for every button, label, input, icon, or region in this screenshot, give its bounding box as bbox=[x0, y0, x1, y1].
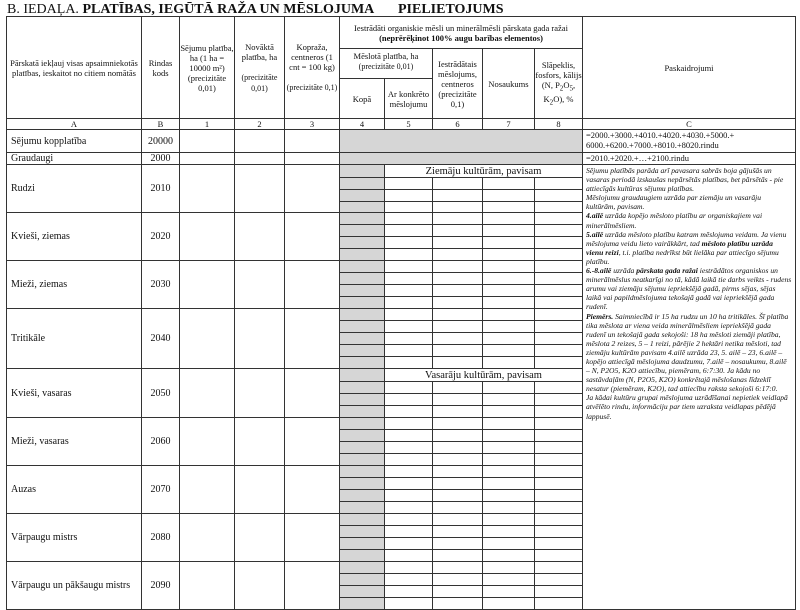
instr-p3b: uzrāda kopējo mēsloto platību ar organiskajiem vai minerālmēsliem. bbox=[586, 211, 763, 230]
input-cell[interactable] bbox=[535, 213, 583, 225]
input-cell[interactable] bbox=[285, 369, 340, 418]
row-name: Sējumu kopplatība bbox=[7, 130, 142, 153]
input-cell[interactable] bbox=[433, 249, 483, 261]
input-cell[interactable] bbox=[535, 345, 583, 357]
input-cell[interactable] bbox=[535, 237, 583, 249]
input-cell[interactable] bbox=[235, 261, 285, 309]
input-cell[interactable] bbox=[433, 562, 483, 574]
input-cell[interactable] bbox=[180, 562, 235, 610]
crop-name: Mieži, ziemas bbox=[7, 261, 142, 309]
input-cell[interactable] bbox=[285, 309, 340, 369]
input-cell[interactable] bbox=[483, 466, 535, 478]
input-cell[interactable] bbox=[535, 321, 583, 333]
input-cell[interactable] bbox=[385, 394, 433, 406]
crop-code: 2040 bbox=[142, 309, 180, 369]
input-cell[interactable] bbox=[535, 357, 583, 369]
input-cell[interactable] bbox=[385, 502, 433, 514]
input-cell[interactable] bbox=[385, 249, 433, 261]
instr-p7: Ja kādai kultūru grupai mēslojuma uzrādīšanai nepietiek veidlapā atvēlēto rindu, informāciju par tiem uzraksta veidlapas pēdējā lappusē. bbox=[586, 393, 788, 421]
input-cell[interactable] bbox=[285, 153, 340, 165]
instr-p5a: 6.-8.ailē bbox=[586, 266, 612, 276]
input-cell[interactable] bbox=[385, 514, 433, 526]
header-total-harvest bbox=[285, 17, 340, 119]
input-cell[interactable] bbox=[285, 514, 340, 562]
input-cell[interactable] bbox=[235, 514, 285, 562]
section-title: PLATĪBAS, IEGŪTĀ RAŽA UN MĒSLOJUMA bbox=[82, 2, 375, 17]
instr-p6a: Piemērs. bbox=[586, 311, 614, 321]
input-cell[interactable] bbox=[483, 550, 535, 562]
header-fert-area-label: Mēslotā platība, ha bbox=[353, 51, 419, 61]
col-index: 1 bbox=[180, 119, 235, 130]
input-cell[interactable] bbox=[235, 466, 285, 514]
header-sown-area: Sējumu platība, ha (1 ha = 10000 m²) (precizitāte 0,01) bbox=[180, 17, 235, 119]
table-row bbox=[7, 130, 796, 153]
col-index: 4 bbox=[340, 119, 385, 130]
shaded-cell bbox=[340, 526, 385, 538]
input-cell[interactable] bbox=[385, 309, 433, 321]
input-cell[interactable] bbox=[535, 562, 583, 574]
instr-p4d: , t.i. platība nedrīkst būt lielāka par attiecīgo sējumu platību. bbox=[586, 247, 779, 266]
crop-code: 2080 bbox=[142, 514, 180, 562]
input-cell[interactable] bbox=[535, 382, 583, 394]
header-fert-total: Kopā bbox=[340, 79, 385, 118]
input-cell[interactable] bbox=[433, 454, 483, 466]
shaded-cell bbox=[340, 454, 385, 466]
input-cell[interactable] bbox=[180, 261, 235, 309]
input-cell[interactable] bbox=[535, 538, 583, 550]
input-cell[interactable] bbox=[433, 442, 483, 454]
input-cell[interactable] bbox=[483, 357, 535, 369]
col-index: 6 bbox=[433, 119, 483, 130]
input-cell[interactable] bbox=[385, 178, 433, 190]
input-cell[interactable] bbox=[385, 213, 433, 225]
input-cell[interactable] bbox=[433, 514, 483, 526]
shaded-cell bbox=[340, 309, 385, 321]
input-cell[interactable] bbox=[385, 466, 433, 478]
input-cell[interactable] bbox=[483, 406, 535, 418]
shaded-cell bbox=[340, 550, 385, 562]
input-cell[interactable] bbox=[385, 406, 433, 418]
input-cell[interactable] bbox=[433, 406, 483, 418]
shaded-cell bbox=[340, 418, 385, 430]
input-cell[interactable] bbox=[235, 309, 285, 369]
input-cell[interactable] bbox=[433, 490, 483, 502]
input-cell[interactable] bbox=[385, 273, 433, 285]
shaded-cell bbox=[340, 562, 385, 574]
instr-p4c: mēsloto platību uzrāda vienu reizi bbox=[586, 238, 773, 257]
input-cell[interactable] bbox=[235, 369, 285, 418]
header-harvested-label: Novāktā platība, ha bbox=[241, 41, 278, 62]
input-cell[interactable] bbox=[433, 550, 483, 562]
shaded-cell bbox=[340, 574, 385, 586]
crop-code: 2090 bbox=[142, 562, 180, 610]
crop-name: Tritikāle bbox=[7, 309, 142, 369]
input-cell[interactable] bbox=[385, 333, 433, 345]
row-formula: =2000.+3000.+4010.+4020.+4030.+5000.+ 6000.+6200.+7000.+8010.+8020.rindu bbox=[583, 130, 796, 153]
input-cell[interactable] bbox=[385, 430, 433, 442]
input-cell[interactable] bbox=[285, 261, 340, 309]
input-cell[interactable] bbox=[483, 502, 535, 514]
input-cell[interactable] bbox=[385, 190, 433, 202]
input-cell[interactable] bbox=[385, 285, 433, 297]
input-cell[interactable] bbox=[433, 526, 483, 538]
header-fert-name: Nosaukums bbox=[483, 49, 535, 119]
instr-p5c: pārskata gada ražai bbox=[636, 266, 698, 276]
input-cell[interactable] bbox=[180, 165, 235, 213]
shaded-cell bbox=[340, 213, 385, 225]
input-cell[interactable] bbox=[483, 394, 535, 406]
input-cell[interactable] bbox=[385, 550, 433, 562]
crop-name: Mieži, vasaras bbox=[7, 418, 142, 466]
input-cell[interactable] bbox=[433, 430, 483, 442]
shaded-cell bbox=[340, 466, 385, 478]
input-cell[interactable] bbox=[433, 345, 483, 357]
input-cell[interactable] bbox=[433, 202, 483, 213]
input-cell[interactable] bbox=[483, 490, 535, 502]
input-cell[interactable] bbox=[385, 538, 433, 550]
section-label: B. IEDAĻA. bbox=[7, 2, 79, 17]
input-cell[interactable] bbox=[385, 574, 433, 586]
header-harvest-label: Kopraža, centneros (1 cnt = 100 kg) bbox=[289, 42, 335, 72]
instr-p6b: Saimniecībā ir 15 ha rudzu un 10 ha tritikāles. Šī platība tika mēslota ar viena veida minerālmēsliem iepriekšējā gada rudenī un tekošajā gada sekojoši: 18 ha mēsloti ziemāji platība, mēslota 2 reizes, 5 – 1 reizi, pārējie 2 hektāri netika mēsloti, tad ziemāju kultūrām pavisam 4.ailē uzrāda 23, 5. ailē – 23, 6.ailē – kopējo attiecīgā mēslojuma daudzumu, 7.ailē – nosaukumu, 8.ailē – N, P2O5, K2O attiecību, piemēram, 6:7:30. Ja kādu no sastāvdaļām (N, P2O5, K2O) konkrētajā mēslošanas līdzeklī nesatur (piemēram, K2O), tad attiecību raksta sekojoši 6:17:0. bbox=[586, 311, 789, 394]
shaded-cell bbox=[340, 406, 385, 418]
input-cell[interactable] bbox=[285, 213, 340, 261]
header-fert-specific: Ar konkrēto mēslojumu bbox=[387, 88, 430, 109]
input-cell[interactable] bbox=[535, 261, 583, 273]
col-index: 7 bbox=[483, 119, 535, 130]
header-npk: Slāpeklis, fosfors, kālijs (N, $P_2O_5$, $K_2O$), % bbox=[535, 49, 583, 119]
input-cell[interactable] bbox=[433, 502, 483, 514]
input-cell[interactable] bbox=[535, 502, 583, 514]
input-cell[interactable] bbox=[385, 598, 433, 610]
input-cell[interactable] bbox=[235, 418, 285, 466]
input-cell[interactable] bbox=[535, 202, 583, 213]
input-cell[interactable] bbox=[235, 213, 285, 261]
header-notes: Paskaidrojumi bbox=[583, 17, 796, 119]
input-cell[interactable] bbox=[180, 514, 235, 562]
input-cell[interactable] bbox=[433, 394, 483, 406]
input-cell[interactable] bbox=[433, 357, 483, 369]
input-cell[interactable] bbox=[285, 130, 340, 153]
input-cell[interactable] bbox=[483, 202, 535, 213]
input-cell[interactable] bbox=[483, 285, 535, 297]
input-cell[interactable] bbox=[433, 225, 483, 237]
shaded-cell bbox=[340, 502, 385, 514]
input-cell[interactable] bbox=[535, 478, 583, 490]
table-row bbox=[7, 153, 796, 165]
shaded-cell bbox=[340, 357, 385, 369]
col-index: B bbox=[142, 119, 180, 130]
input-cell[interactable] bbox=[180, 369, 235, 418]
col-index: 5 bbox=[385, 119, 433, 130]
input-cell[interactable] bbox=[483, 442, 535, 454]
input-cell[interactable] bbox=[483, 213, 535, 225]
input-cell[interactable] bbox=[433, 190, 483, 202]
crop-code: 2070 bbox=[142, 466, 180, 514]
input-cell[interactable] bbox=[535, 297, 583, 309]
input-cell[interactable] bbox=[535, 394, 583, 406]
input-cell[interactable] bbox=[285, 418, 340, 466]
input-cell[interactable] bbox=[235, 562, 285, 610]
section-spring-crops: Vasarāju kultūrām, pavisam bbox=[385, 369, 583, 382]
instructions-text bbox=[583, 165, 796, 610]
crop-code: 2030 bbox=[142, 261, 180, 309]
shaded-cell bbox=[340, 153, 583, 165]
input-cell[interactable] bbox=[483, 321, 535, 333]
input-cell[interactable] bbox=[180, 213, 235, 261]
instr-p5d: iestrādātos organiskos un minerālmēslus neatkarīgi no tā, kādā laikā bbox=[586, 266, 778, 285]
shaded-cell bbox=[340, 514, 385, 526]
shaded-cell bbox=[340, 382, 385, 394]
input-cell[interactable] bbox=[285, 165, 340, 213]
col-index: 2 bbox=[235, 119, 285, 130]
input-cell[interactable] bbox=[433, 213, 483, 225]
shaded-cell bbox=[340, 394, 385, 406]
input-cell[interactable] bbox=[483, 418, 535, 430]
section-winter-crops: Ziemāju kultūrām, pavisam bbox=[385, 165, 583, 178]
row-code: 20000 bbox=[142, 130, 180, 153]
input-cell[interactable] bbox=[385, 225, 433, 237]
input-cell[interactable] bbox=[433, 574, 483, 586]
input-cell[interactable] bbox=[535, 273, 583, 285]
shaded-cell bbox=[340, 321, 385, 333]
input-cell[interactable] bbox=[535, 490, 583, 502]
shaded-cell bbox=[340, 369, 385, 382]
input-cell[interactable] bbox=[433, 321, 483, 333]
instr-p1: Sējumu platībās parāda arī pavasara sabrās boja gājušās un vasaras periodā izskaušas nepārsētās platības, bet pārsētās - pie attiecīgās kultūras sējumu platības. bbox=[586, 166, 784, 194]
input-cell[interactable] bbox=[535, 514, 583, 526]
header-harvested-prec: (precizitāte 0,01) bbox=[241, 72, 278, 93]
shaded-cell bbox=[340, 297, 385, 309]
crop-name: Kvieši, vasaras bbox=[7, 369, 142, 418]
input-cell[interactable] bbox=[385, 345, 433, 357]
crop-code: 2020 bbox=[142, 213, 180, 261]
shaded-cell bbox=[340, 178, 385, 190]
shaded-cell bbox=[340, 598, 385, 610]
shaded-cell bbox=[340, 333, 385, 345]
input-cell[interactable] bbox=[483, 514, 535, 526]
input-cell[interactable] bbox=[535, 418, 583, 430]
input-cell[interactable] bbox=[385, 586, 433, 598]
input-cell[interactable] bbox=[535, 466, 583, 478]
input-cell[interactable] bbox=[235, 153, 285, 165]
input-cell[interactable] bbox=[535, 442, 583, 454]
header-fert-area-prec: (precizitāte 0,01) bbox=[358, 62, 414, 71]
shaded-cell bbox=[340, 249, 385, 261]
input-cell[interactable] bbox=[235, 130, 285, 153]
shaded-cell bbox=[340, 130, 583, 153]
crop-code: 2010 bbox=[142, 165, 180, 213]
input-cell[interactable] bbox=[535, 574, 583, 586]
input-cell[interactable] bbox=[535, 454, 583, 466]
input-cell[interactable] bbox=[483, 237, 535, 249]
shaded-cell bbox=[340, 190, 385, 202]
input-cell[interactable] bbox=[483, 574, 535, 586]
crop-name: Kvieši, ziemas bbox=[7, 213, 142, 261]
input-cell[interactable] bbox=[385, 261, 433, 273]
input-cell[interactable] bbox=[535, 333, 583, 345]
input-cell[interactable] bbox=[483, 249, 535, 261]
shaded-cell bbox=[340, 285, 385, 297]
input-cell[interactable] bbox=[385, 297, 433, 309]
input-cell[interactable] bbox=[433, 478, 483, 490]
row-formula: =2010.+2020.+…+2100.rindu bbox=[583, 153, 796, 165]
input-cell[interactable] bbox=[433, 382, 483, 394]
shaded-cell bbox=[340, 237, 385, 249]
input-cell[interactable] bbox=[385, 526, 433, 538]
instr-p2: Mēslojumu graudaugiem uzrāda par ziemāju un vasarāju kultūrām, pavisam. bbox=[586, 193, 762, 212]
input-cell[interactable] bbox=[483, 538, 535, 550]
input-cell[interactable] bbox=[535, 586, 583, 598]
input-cell[interactable] bbox=[385, 418, 433, 430]
input-cell[interactable] bbox=[535, 190, 583, 202]
input-cell[interactable] bbox=[483, 478, 535, 490]
input-cell[interactable] bbox=[483, 309, 535, 321]
instr-p5e: tie darbs veikts - rudens arumu vai ziemāju sējumu iepriekšējā gadā, pirms sējas, sējas laikā vai papildmēslojuma tekošajā gadā vai iepriekšējā gada rudenī. bbox=[586, 275, 792, 312]
header-fert-amount: Iestrādātais mēslojums, centneros (precizitāte 0,1) bbox=[433, 49, 483, 119]
input-cell[interactable] bbox=[483, 382, 535, 394]
input-cell[interactable] bbox=[433, 333, 483, 345]
header-fert-label: Iestrādāti organiskie mēsli un minerālmēsli pārskata gada ražai bbox=[354, 22, 568, 33]
input-cell[interactable] bbox=[535, 526, 583, 538]
input-cell[interactable] bbox=[483, 586, 535, 598]
input-cell[interactable] bbox=[433, 261, 483, 273]
input-cell[interactable] bbox=[535, 178, 583, 190]
crop-name: Auzas bbox=[7, 466, 142, 514]
input-cell[interactable] bbox=[385, 478, 433, 490]
input-cell[interactable] bbox=[433, 466, 483, 478]
input-cell[interactable] bbox=[433, 285, 483, 297]
input-cell[interactable] bbox=[385, 237, 433, 249]
input-cell[interactable] bbox=[235, 165, 285, 213]
col-index: 3 bbox=[285, 119, 340, 130]
input-cell[interactable] bbox=[535, 225, 583, 237]
input-cell[interactable] bbox=[483, 297, 535, 309]
input-cell[interactable] bbox=[433, 538, 483, 550]
input-cell[interactable] bbox=[385, 490, 433, 502]
input-cell[interactable] bbox=[180, 418, 235, 466]
input-cell[interactable] bbox=[535, 285, 583, 297]
input-cell[interactable] bbox=[433, 178, 483, 190]
shaded-cell bbox=[340, 478, 385, 490]
input-cell[interactable] bbox=[180, 309, 235, 369]
input-cell[interactable] bbox=[433, 418, 483, 430]
instr-p3a: 4.ailē bbox=[586, 211, 604, 221]
input-cell[interactable] bbox=[535, 309, 583, 321]
input-cell[interactable] bbox=[535, 406, 583, 418]
shaded-cell bbox=[340, 538, 385, 550]
input-cell[interactable] bbox=[180, 153, 235, 165]
crop-code: 2060 bbox=[142, 418, 180, 466]
shaded-cell bbox=[340, 261, 385, 273]
header-harvest-prec: (precizitāte 0,1) bbox=[286, 83, 338, 92]
header-fertilizer-group bbox=[340, 17, 583, 49]
header-fert-sub: (neprērēķinot 100% augu barības elementos) bbox=[379, 32, 543, 43]
header-code: Rindas kods bbox=[142, 17, 180, 119]
header-name: Pārskatā iekļauj visas apsaimniekotās platības, ieskaitot no citiem nomātās bbox=[7, 17, 142, 119]
instr-p4a: 5.ailē bbox=[586, 229, 604, 239]
col-index: 8 bbox=[535, 119, 583, 130]
input-cell[interactable] bbox=[433, 598, 483, 610]
shaded-cell bbox=[340, 165, 385, 178]
input-cell[interactable] bbox=[483, 526, 535, 538]
input-cell[interactable] bbox=[180, 466, 235, 514]
shaded-cell bbox=[340, 345, 385, 357]
header-harvested-area bbox=[235, 17, 285, 119]
input-cell[interactable] bbox=[483, 430, 535, 442]
crop-name: Vārpaugu un pākšaugu mistrs bbox=[7, 562, 142, 610]
input-cell[interactable] bbox=[385, 442, 433, 454]
shaded-cell bbox=[340, 490, 385, 502]
input-cell[interactable] bbox=[483, 261, 535, 273]
input-cell[interactable] bbox=[433, 273, 483, 285]
crop-table bbox=[6, 16, 796, 610]
shaded-cell bbox=[340, 430, 385, 442]
input-cell[interactable] bbox=[385, 357, 433, 369]
input-cell[interactable] bbox=[483, 598, 535, 610]
input-cell[interactable] bbox=[535, 550, 583, 562]
shaded-cell bbox=[340, 586, 385, 598]
shaded-cell bbox=[340, 202, 385, 213]
input-cell[interactable] bbox=[535, 598, 583, 610]
input-cell[interactable] bbox=[433, 586, 483, 598]
input-cell[interactable] bbox=[385, 382, 433, 394]
row-name: Graudaugi bbox=[7, 153, 142, 165]
input-cell[interactable] bbox=[483, 562, 535, 574]
col-index: C bbox=[583, 119, 796, 130]
instr-p4b: uzrāda mēsloto platību katram mēslojuma veidam. Ja vienu mēslojuma veidu lieto vairākkārt, tad bbox=[586, 229, 787, 248]
section-title-suffix: PIELIETOJUMS bbox=[398, 2, 504, 17]
input-cell[interactable] bbox=[483, 454, 535, 466]
input-cell[interactable] bbox=[180, 130, 235, 153]
input-cell[interactable] bbox=[285, 466, 340, 514]
input-cell[interactable] bbox=[483, 225, 535, 237]
input-cell[interactable] bbox=[285, 562, 340, 610]
input-cell[interactable] bbox=[483, 333, 535, 345]
column-index-row bbox=[7, 119, 796, 130]
shaded-cell bbox=[340, 225, 385, 237]
input-cell[interactable] bbox=[385, 562, 433, 574]
input-cell[interactable] bbox=[535, 430, 583, 442]
input-cell[interactable] bbox=[385, 454, 433, 466]
shaded-cell bbox=[340, 273, 385, 285]
instr-p5b: uzrāda bbox=[611, 266, 637, 276]
input-cell[interactable] bbox=[483, 178, 535, 190]
header-fert-area bbox=[340, 49, 433, 119]
input-cell[interactable] bbox=[483, 273, 535, 285]
input-cell[interactable] bbox=[385, 321, 433, 333]
col-index: A bbox=[7, 119, 142, 130]
input-cell[interactable] bbox=[433, 237, 483, 249]
row-code: 2000 bbox=[142, 153, 180, 165]
input-cell[interactable] bbox=[483, 190, 535, 202]
input-cell[interactable] bbox=[433, 297, 483, 309]
crop-name: Rudzi bbox=[7, 165, 142, 213]
input-cell[interactable] bbox=[385, 202, 433, 213]
crop-name: Vārpaugu mistrs bbox=[7, 514, 142, 562]
input-cell[interactable] bbox=[433, 309, 483, 321]
input-cell[interactable] bbox=[535, 249, 583, 261]
crop-code: 2050 bbox=[142, 369, 180, 418]
input-cell[interactable] bbox=[483, 345, 535, 357]
shaded-cell bbox=[340, 442, 385, 454]
